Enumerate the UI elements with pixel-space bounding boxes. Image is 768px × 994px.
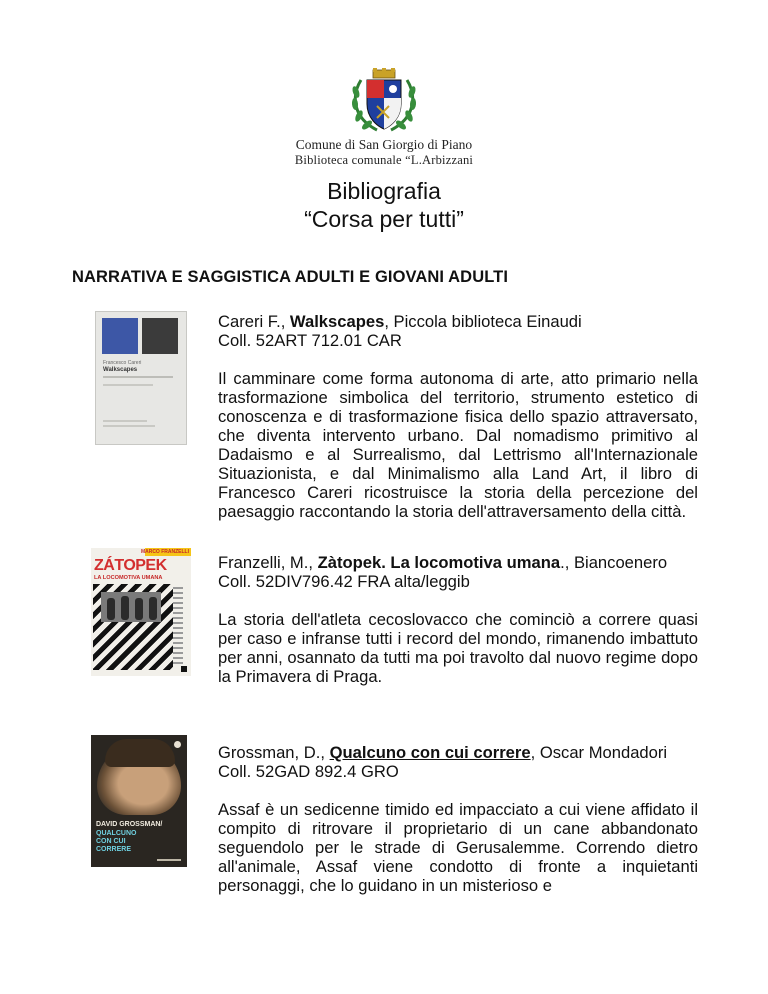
cover-author-text: Francesco Careri bbox=[103, 360, 142, 366]
entry-author: Grossman, D., bbox=[218, 743, 330, 762]
entry-author: Franzelli, M., bbox=[218, 553, 318, 572]
entry-publisher: , Piccola biblioteca Einaudi bbox=[384, 312, 582, 331]
entry-title: Qualcuno con cui correre bbox=[329, 743, 531, 762]
entry-reference bbox=[218, 553, 698, 572]
entry-author: Careri F., bbox=[218, 312, 290, 331]
entry-zatopek bbox=[218, 553, 698, 686]
entry-reference bbox=[218, 312, 698, 331]
entry-description: Assaf è un sedicenne timido ed impacciato a cui viene affidato il compito di ritrovare il proprietario di un cane abbandonato seguendolo per le strade di Gerusalemme. Correndo dietro all'animale, Assaf viene condotto di fronte a inquietanti personaggi, che lo guidano in un misterioso e bbox=[218, 800, 698, 895]
document-subtitle: “Corsa per tutti” bbox=[304, 206, 464, 232]
entry-reference bbox=[218, 743, 698, 762]
library-name: Biblioteca comunale “L.Arbizzani bbox=[294, 153, 474, 167]
section-heading: NARRATIVA E SAGGISTICA ADULTI E GIOVANI ADULTI bbox=[72, 268, 509, 286]
cover-author-text: MARCO FRANZELLI bbox=[140, 549, 189, 555]
entry-publisher: ., Biancoenero bbox=[560, 553, 668, 572]
cover-subtitle-text: LA LOCOMOTIVA UMANA bbox=[94, 575, 163, 581]
entry-collocation: Coll. 52GAD 892.4 GRO bbox=[218, 762, 399, 781]
cover-title-line: CORRERE bbox=[96, 846, 132, 853]
municipal-crest-icon bbox=[347, 68, 421, 134]
book-cover-zatopek bbox=[91, 548, 191, 676]
cover-title-line: QUALCUNO bbox=[96, 830, 137, 837]
cover-title-text: Walkscapes bbox=[103, 367, 138, 373]
institution-name: Comune di San Giorgio di Piano bbox=[295, 137, 473, 152]
entry-title: Zàtopek. La locomotiva umana bbox=[317, 553, 561, 572]
entry-walkscapes bbox=[218, 312, 698, 521]
cover-author-text: DAVID GROSSMAN/ bbox=[96, 821, 163, 828]
entry-description: La storia dell'atleta cecoslovacco che cominciò a correre quasi per caso e infranse tutti i record del mondo, rimanendo imbattuto per anni, osannato da tutti ma poi travolto dal nuovo regime dopo la Primavera di Praga. bbox=[218, 610, 698, 686]
cover-title-text: ZÁTOPEK bbox=[94, 557, 167, 574]
entry-publisher: , Oscar Mondadori bbox=[530, 743, 668, 762]
entry-collocation: Coll. 52ART 712.01 CAR bbox=[218, 331, 402, 350]
entry-description: Il camminare come forma autonoma di arte, atto primario nella trasformazione simbolica del territorio, strumento estetico di conoscenza e di trasformazione fisica dello spazio attraversato, che diventa intervento urbano. Dal nomadismo primitivo al Dadaismo e al Surrealismo, dal Lettrismo all'Internazionale Situazionista, e dal Minimalismo alla Land Art, il libro di Francesco Careri ricostruisce la storia della percezione del paesaggio raccontando la storia dell'attraversamento della città. bbox=[218, 369, 698, 521]
entry-qualcuno-con-cui-correre bbox=[218, 743, 698, 895]
cover-title-line: CON CUI bbox=[96, 838, 126, 845]
book-cover-walkscapes bbox=[95, 311, 187, 445]
document-title: Bibliografia bbox=[327, 178, 441, 204]
book-cover-qualcuno-con-cui-correre bbox=[91, 735, 187, 867]
entry-title: Walkscapes bbox=[289, 312, 385, 331]
entry-collocation: Coll. 52DIV796.42 FRA alta/leggib bbox=[218, 572, 470, 591]
